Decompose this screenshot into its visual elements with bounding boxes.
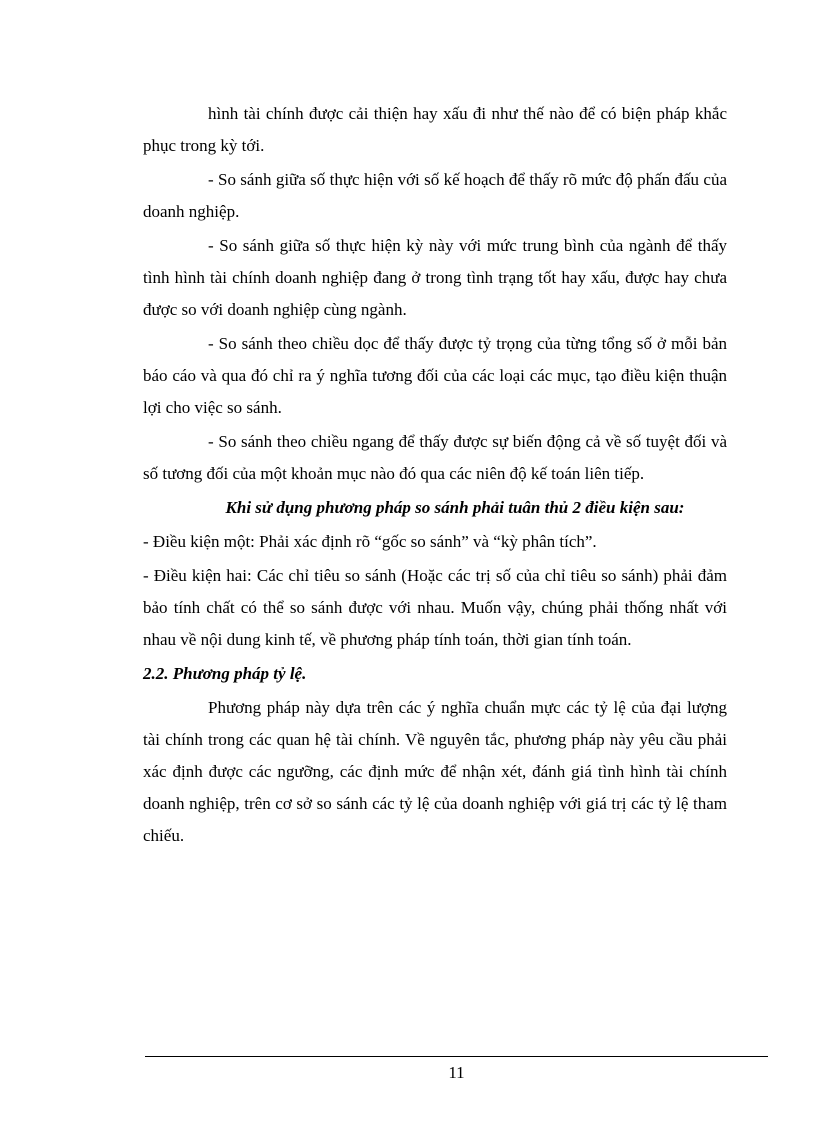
conditions-heading: Khi sử dụng phương pháp so sánh phải tuân thủ 2 điều kiện sau: [225, 498, 685, 517]
paragraph-compare-industry: - So sánh giữa số thực hiện kỳ này với mức trung bình của ngành để thấy tình hình tài chính doanh nghiệp đang ở trong tình trạng tốt hay xấu, được hay chưa được so với doanh nghiệp cùng ngành. [143, 236, 727, 319]
footer-divider [145, 1056, 768, 1057]
paragraph-ratio-method: Phương pháp này dựa trên các ý nghĩa chuẩn mực các tỷ lệ của đại lượng tài chính trong các quan hệ tài chính. Về nguyên tắc, phương pháp này yêu cầu phải xác định được các ngưỡng, các định mức để nhận xét, đánh giá tình hình tài chính doanh nghiệp, trên cơ sở so sánh các tỷ lệ của doanh nghiệp với giá trị các tỷ lệ tham chiếu. [143, 698, 727, 845]
paragraph-compare-plan: - So sánh giữa số thực hiện với số kế hoạch để thấy rõ mức độ phấn đấu của doanh nghiệp. [143, 170, 727, 221]
section-heading-ratio-method: 2.2. Phương pháp tỷ lệ. [143, 664, 307, 683]
page-number: 11 [448, 1063, 465, 1082]
paragraph-compare-horizontal: - So sánh theo chiều ngang để thấy được sự biến động cả về số tuyệt đối và số tương đối của một khoản mục nào đó qua các niên độ kế toán liên tiếp. [143, 432, 727, 483]
condition-two: - Điều kiện hai: Các chỉ tiêu so sánh (Hoặc các trị số của chỉ tiêu so sánh) phải đảm bảo tính chất có thể so sánh được với nhau. Muốn vậy, chúng phải thống nhất với nhau về nội dung kinh tế, về phương pháp tính toán, thời gian tính toán. [143, 566, 727, 649]
paragraph-compare-vertical: - So sánh theo chiều dọc để thấy được tỷ trọng của từng tổng số ở mỗi bản báo cáo và qua đó chỉ ra ý nghĩa tương đối của các loại các mục, tạo điều kiện thuận lợi cho việc so sánh. [143, 334, 727, 417]
page-body [143, 98, 727, 854]
condition-one: - Điều kiện một: Phải xác định rõ “gốc so sánh” và “kỳ phân tích”. [143, 532, 597, 551]
paragraph-continuation: hình tài chính được cải thiện hay xấu đi như thế nào để có biện pháp khắc phục trong kỳ tới. [143, 104, 727, 155]
